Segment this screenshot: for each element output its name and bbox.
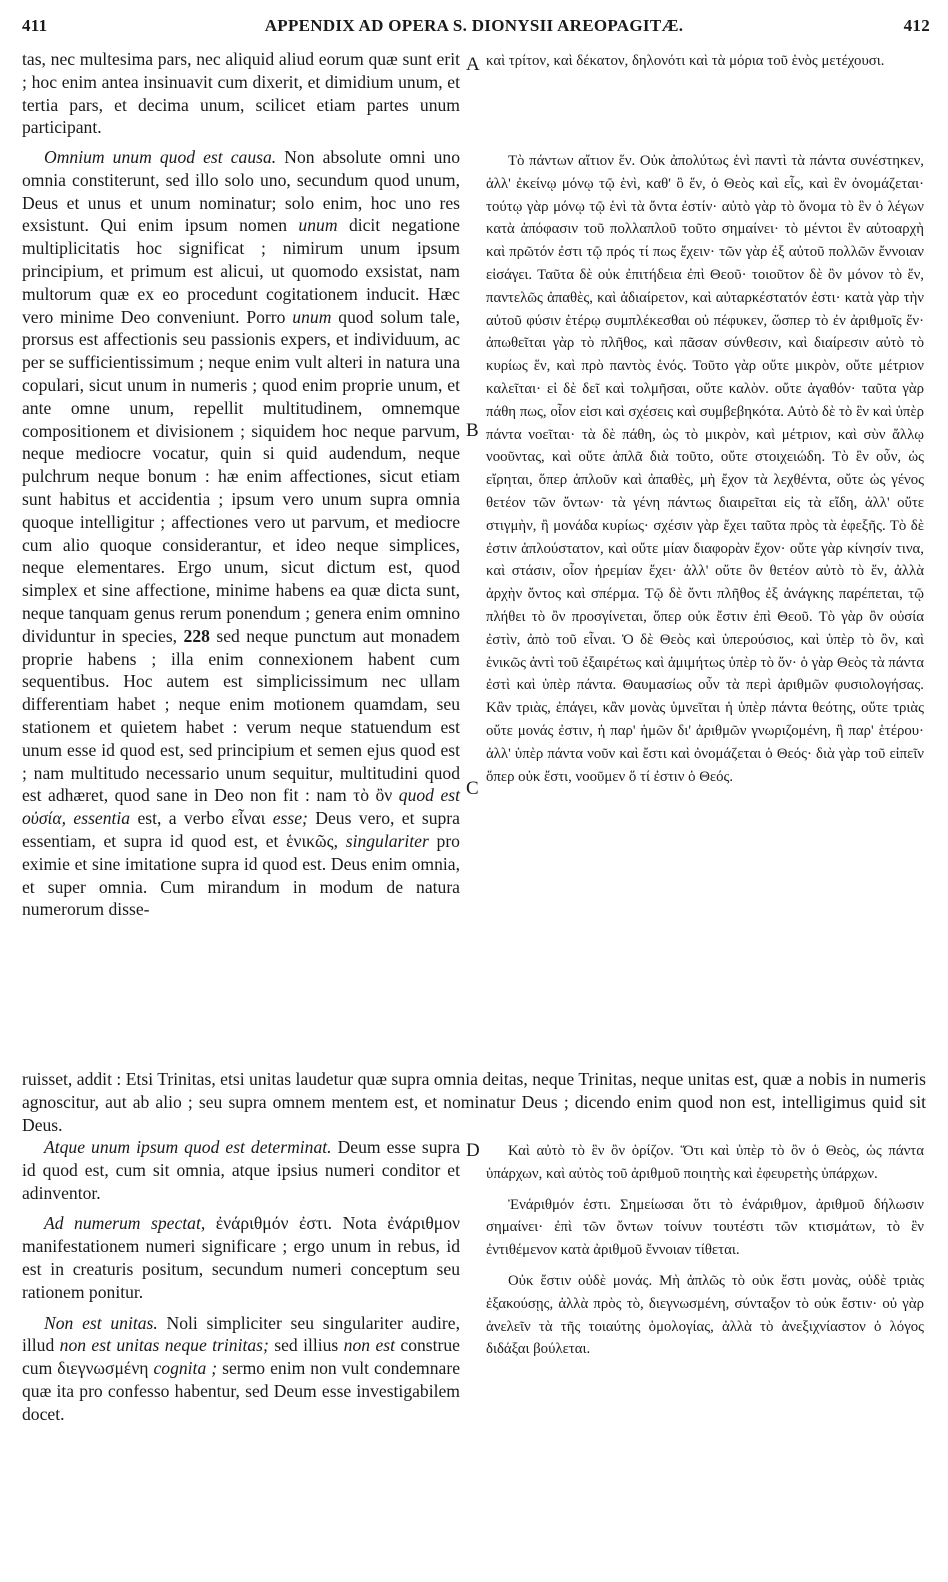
latin-column-section-a [22,48,460,139]
greek-column-main [486,150,924,788]
lemma: Ad numerum spectat, [44,1213,206,1234]
page-number-right: 412 [903,16,930,35]
full-width-paragraph: ruisset, addit : Etsi Trinitas, etsi unitas laudetur quæ supra omnia deitas, neque Trinitas, neque unitas est, quæ a nobis in numeris agnoscitur, aut ab alio ; seu supra omnem mentem est, et nominatur Deus ; dicendo enim quod non est, intelligimus quid sit Deus. [22,1069,926,1135]
latin-paragraph: Ad numerum spectat, ἐνάριθμόν ἐστι. Nota ἐνάριθμον manifestationem numeri significare ; ergo unum in rebus, id est in creaturis positum, secundum numeri conceptum seu rationem ponitur. [22,1213,460,1302]
greek-paragraph: καὶ τρίτον, καὶ δέκατον, δηλονότι καὶ τὰ μόρια τοῦ ἑνὸς μετέχουσι. [486,53,885,69]
latin-paragraph: Atque unum ipsum quod est determinat. Deum esse supra id quod est, cum sit omnia, atque ipsius numeri conditor et adinventor. [22,1137,461,1203]
greek-column-section-a [486,50,924,73]
greek-paragraph: Τὸ πάντων αἴτιον ἕν. Οὐκ ἀπολύτως ἑνὶ παντὶ τὰ πάντα συνέστηκεν, ἀλλ' ἐκείνῳ μόνῳ τῷ ἑνὶ, καθ' ὃ ἕν, ὁ Θεὸς καὶ εἷς, καὶ ἓν ὀνομάζεται· τούτῳ γὰρ μόνῳ τῷ ἑνὶ τὰ ὄντα ἐστίν· αὐτὸ γὰρ τὸ ὄνομα τὸ ἓν ὁ λέγων κατὰ ἀπόφασιν τοῦ πολλαπλοῦ τοῦτο σημαίνει· τὸ μέντοι ἓν αὐτοαρχὴ καὶ πρῶτόν ἐστι τῷ πρός τί πως ἔχειν· τῶν γὰρ ἐξ αὐτοῦ πολλῶν ἔννοιαν εἰσάγει. Ταῦτα δὲ οὐκ ἐπιτήδεια ἐπὶ Θεοῦ· τοιοῦτον δὲ ὂν μόνον τὸ ἕν, παντελῶς ἀπαθὲς, καὶ ἀδιαίρετον, καὶ αὐταρκέστατόν ἐστι· κατὰ γὰρ τὴν αὐτοῦ φύσιν ἑτέρῳ συμπλέκεσθαι οὐ πέφυκεν, ὥσπερ τὸ ἐν ἀριθμοῖς ἕν· ἀπωθεῖται γὰρ τὸ πλῆθος, καὶ πᾶσαν σύνθεσιν, καὶ διαίρεσιν αὐτὸ τὸ κυρίως ἕν, καὶ πρὸ παντὸς ἑνός. Τοῦτο γὰρ οὔτε μικρὸν, οὔτε μέτριον καλεῖται· εἰ δὲ δεῖ καὶ τολμῆσαι, οὔτε καλὸν. οὔτε ἀγαθόν· ταῦτα γὰρ πάθη πως, οἷον εἰσι καὶ σχέσεις καὶ συμβεβηκότα. Αὐτὸ δὲ τὸ ἓν καὶ ὑπὲρ πάντα νοεῖται· τὰ δὲ πάθη, ὡς τὸ μικρὸν, καὶ μέτριον, καὶ σὺν ἄλλῳ νοοῦντας, καὶ οὔτε ἁπλᾶ διὰ τοῦτο, οὔτε στοιχειώδη. Τὸ ἓν οὖν, ὡς εἴρηται, ὅπερ ἁπλοῦν καὶ ἀπαθὲς, μὴ ἔχον τὰ λεχθέντα, οὔτε ὡς γένος θετέον τῶν ὄντων· τὰ γένη πάντως διαιρεῖται εἰς τὰ εἴδη, ἀλλ' οὔτε στιγμὴν, ἢ μονάδα κυρίως· σχέσιν γὰρ ἔχει ταῦτα πρὸς τὰ ἐφεξῆς. Τὸ δὲ ἐστιν ἁπλούστατον, καὶ οὔτε μίαν διαφορὰν ἔχον· οὔτε γὰρ κίνησίν τινα, καὶ στάσιν, οἷον ἠρεμίαν ἔχει· ἀλλ' οὔτε ὂν θετέον αὐτὸ τὸ ἕν, ἀλλὰ ἀρχὴν ὄντος καὶ σπέρμα. Τῷ δὲ ὄντι πλῆθος ἐξ ἀνάγκης παρέπεται, τῷ πλήθει τὸ ὂν προσγίνεται, ὅπερ οὐκ ἔστιν ἐπὶ Θεοῦ. Τὸ γὰρ ὂν οὐσία ἐστὶν, ἀπὸ τοῦ εἶναι. Ὁ δὲ Θεὸς καὶ ὑπερούσιος, καὶ ὑπὲρ τὸ ὂν, καὶ ἑνικῶς ἀντὶ τοῦ ἐξαιρέτως καὶ ἀμιμήτως ὑπὲρ τὸ ὄν· ὁ γὰρ Θεὸς τὰ πάντα ἐστὶ καὶ ὑπὲρ πάντα. Θαυμασίως οὖν τὰ περὶ ἀριθμῶν φυσιολογήσας. Κἂν τριὰς, ἐπάγει, κἂν μονὰς ὑμνεῖται ἡ ὑπὲρ πάντα θεότης, οὔτε τριὰς οὔτε μονάς ἐστιν, ἡ παρ' ἡμῶν δι' ἀριθμῶν γνωριζομένη, ἢ παρ' ἑτέρου· ἀλλ' ὑπὲρ πάντα νοῦν καὶ ἔστι καὶ ὀνομάζεται ὁ Θεός· διὰ γὰρ τοῦ εἰπεῖν ὅπερ οὐκ ἔστι, νοοῦμεν ὅ τί ἐστιν ὁ Θεός. [486,153,924,785]
running-header [18,16,930,42]
section-marker-b: B [466,420,479,441]
greek-paragraph: Καὶ αὐτὸ τὸ ἓν ὂν ὁρίζον. Ὅτι καὶ ὑπὲρ τὸ ὂν ὁ Θεὸς, ὡς πάντα ὑπάρχων, καὶ αὐτὸς τοῦ ἀριθμοῦ ποιητὴς καὶ ἐφευρετὴς ὑπάρχων. [486,1143,924,1182]
running-title: APPENDIX AD OPERA S. DIONYSII AREOPAGITÆ. [264,16,684,35]
lemma: Atque unum ipsum quod est determinat. [44,1137,332,1157]
column-number: 228 [183,625,210,646]
page-number-left: 411 [22,16,48,35]
lemma: Non est unitas. [44,1312,158,1333]
latin-paragraph: Omnium unum quod est causa. Non absolute omni uno omnia constiterunt, sed illo solo uno, secundum quod unum, Deus et unus et unum nominatur; solo enim, hoc uno res exsistunt. Qui enim ipsum nomen unum dicit negatione multiplicitatis hoc significat ; nimirum unum ipsum principium, et primum est alicui, ut quomodo exsistat, nam multorum quæ ex eo procedunt cogitationem inducit. Hæc vero minime Deo conveniunt. Porro unum quod solum tale, prorsus est affectionis seu passionis expers, et individuum, ac per se sufficientissimum ; neque enim vult alteri in natura una copulari, sicut unum in numeris ; quod enim proprie unum, et ante omne unum, repellit multitudinem, omnemque compositionem et divisionem ; siquidem hoc neque parvum, neque mediocre vocatur, quin si quid audendum, neque pulchrum neque bonum : hæ enim affectiones, sicut etiam sunt habitus et accidentia ; ipsum vero unum supra omnia quoque intelligitur ; affectiones vero ut parvum, et mediocre cum alio quoque considerantur, et ideo neque simplices, neque elementares. Ergo unum, sicut dictum est, quod simplex et sine affectione, minime habens ea quæ dicta sunt, neque tanquam genus rerum ponendum ; genera enim omnino dividuntur in species, 228 sed neque punctum aut monadem proprie habens ; illa enim connexionem habent cum sequentibus. Hoc autem est simplicissimum nec ullam differentiam habet ; neque enim motionem quamdam, seu stationem et quietem habet : verum neque statuendum est unum esse id quod est, sed principium et semen ejus quod est ; nam multitudo necessario unum sequitur, multitudini quod est adhæret, quod sane in Deo non fit : nam τὸ ὂν quod est οὐσία, essentia est, a verbo εἶναι esse; Deus vero, et supra essentiam, et supra id quod est, et ἑνικῶς, singulariter pro eximie et sine imitatione supra id quod est. Deus enim omnia, et super omnia. Cum mirandum in modum de natura numerorum disse- [22,147,461,920]
section-marker-d: D [466,1140,480,1161]
section-marker-c: C [466,778,479,799]
latin-column-main [22,146,460,921]
latin-paragraph: tas, nec multesima pars, nec aliquid aliud eorum quæ sunt erit ; hoc enim antea insinuavit cum dixerit, et dimidium unum, et tertia pars, et decima unum, scilicet etiam partes unum participant. [22,49,460,138]
section-marker-a: A [466,54,480,75]
lemma: Omnium unum quod est causa. [44,147,277,167]
greek-column-section-d [486,1140,924,1361]
latin-paragraph: Non est unitas. Noli simpliciter seu singulariter audire, illud non est unitas neque trinitas; sed illius non est construe cum διεγνωσμένη cognita ; sermo enim non vult condemnare quæ ita pro confesso habentur, sed Deum esse investigabilem docet. [22,1312,460,1424]
latin-column-section-d [22,1136,460,1426]
greek-paragraph: Ἐνάριθμόν ἐστι. Σημείωσαι ὅτι τὸ ἐνάριθμον, ἀριθμοῦ δήλωσιν σημαίνει· ἐπὶ τῶν ὄντων τοίνυν τουτέστι τῶν κτισμάτων, τὸ ἓν ἐντιθέμενον κατὰ ἀριθμοῦ ἔννοιαν τίθεται. [486,1196,924,1259]
greek-paragraph: Οὐκ ἔστιν οὐδὲ μονάς. Μὴ ἁπλῶς τὸ οὐκ ἔστι μονὰς, οὐδὲ τριὰς ἐξακούσῃς, ἀλλὰ πρὸς τὸ, διεγνωσμένη, σύνταξον τὸ οὐκ ἔστιν· οὐ γὰρ ἀνελεῖν τὰ τῆς τοιαύτης ὁμολογίας, ἀλλὰ τὸ ἀνεξιχνίαστον ὁ λόγος διδάξαι βούλεται. [486,1272,924,1358]
